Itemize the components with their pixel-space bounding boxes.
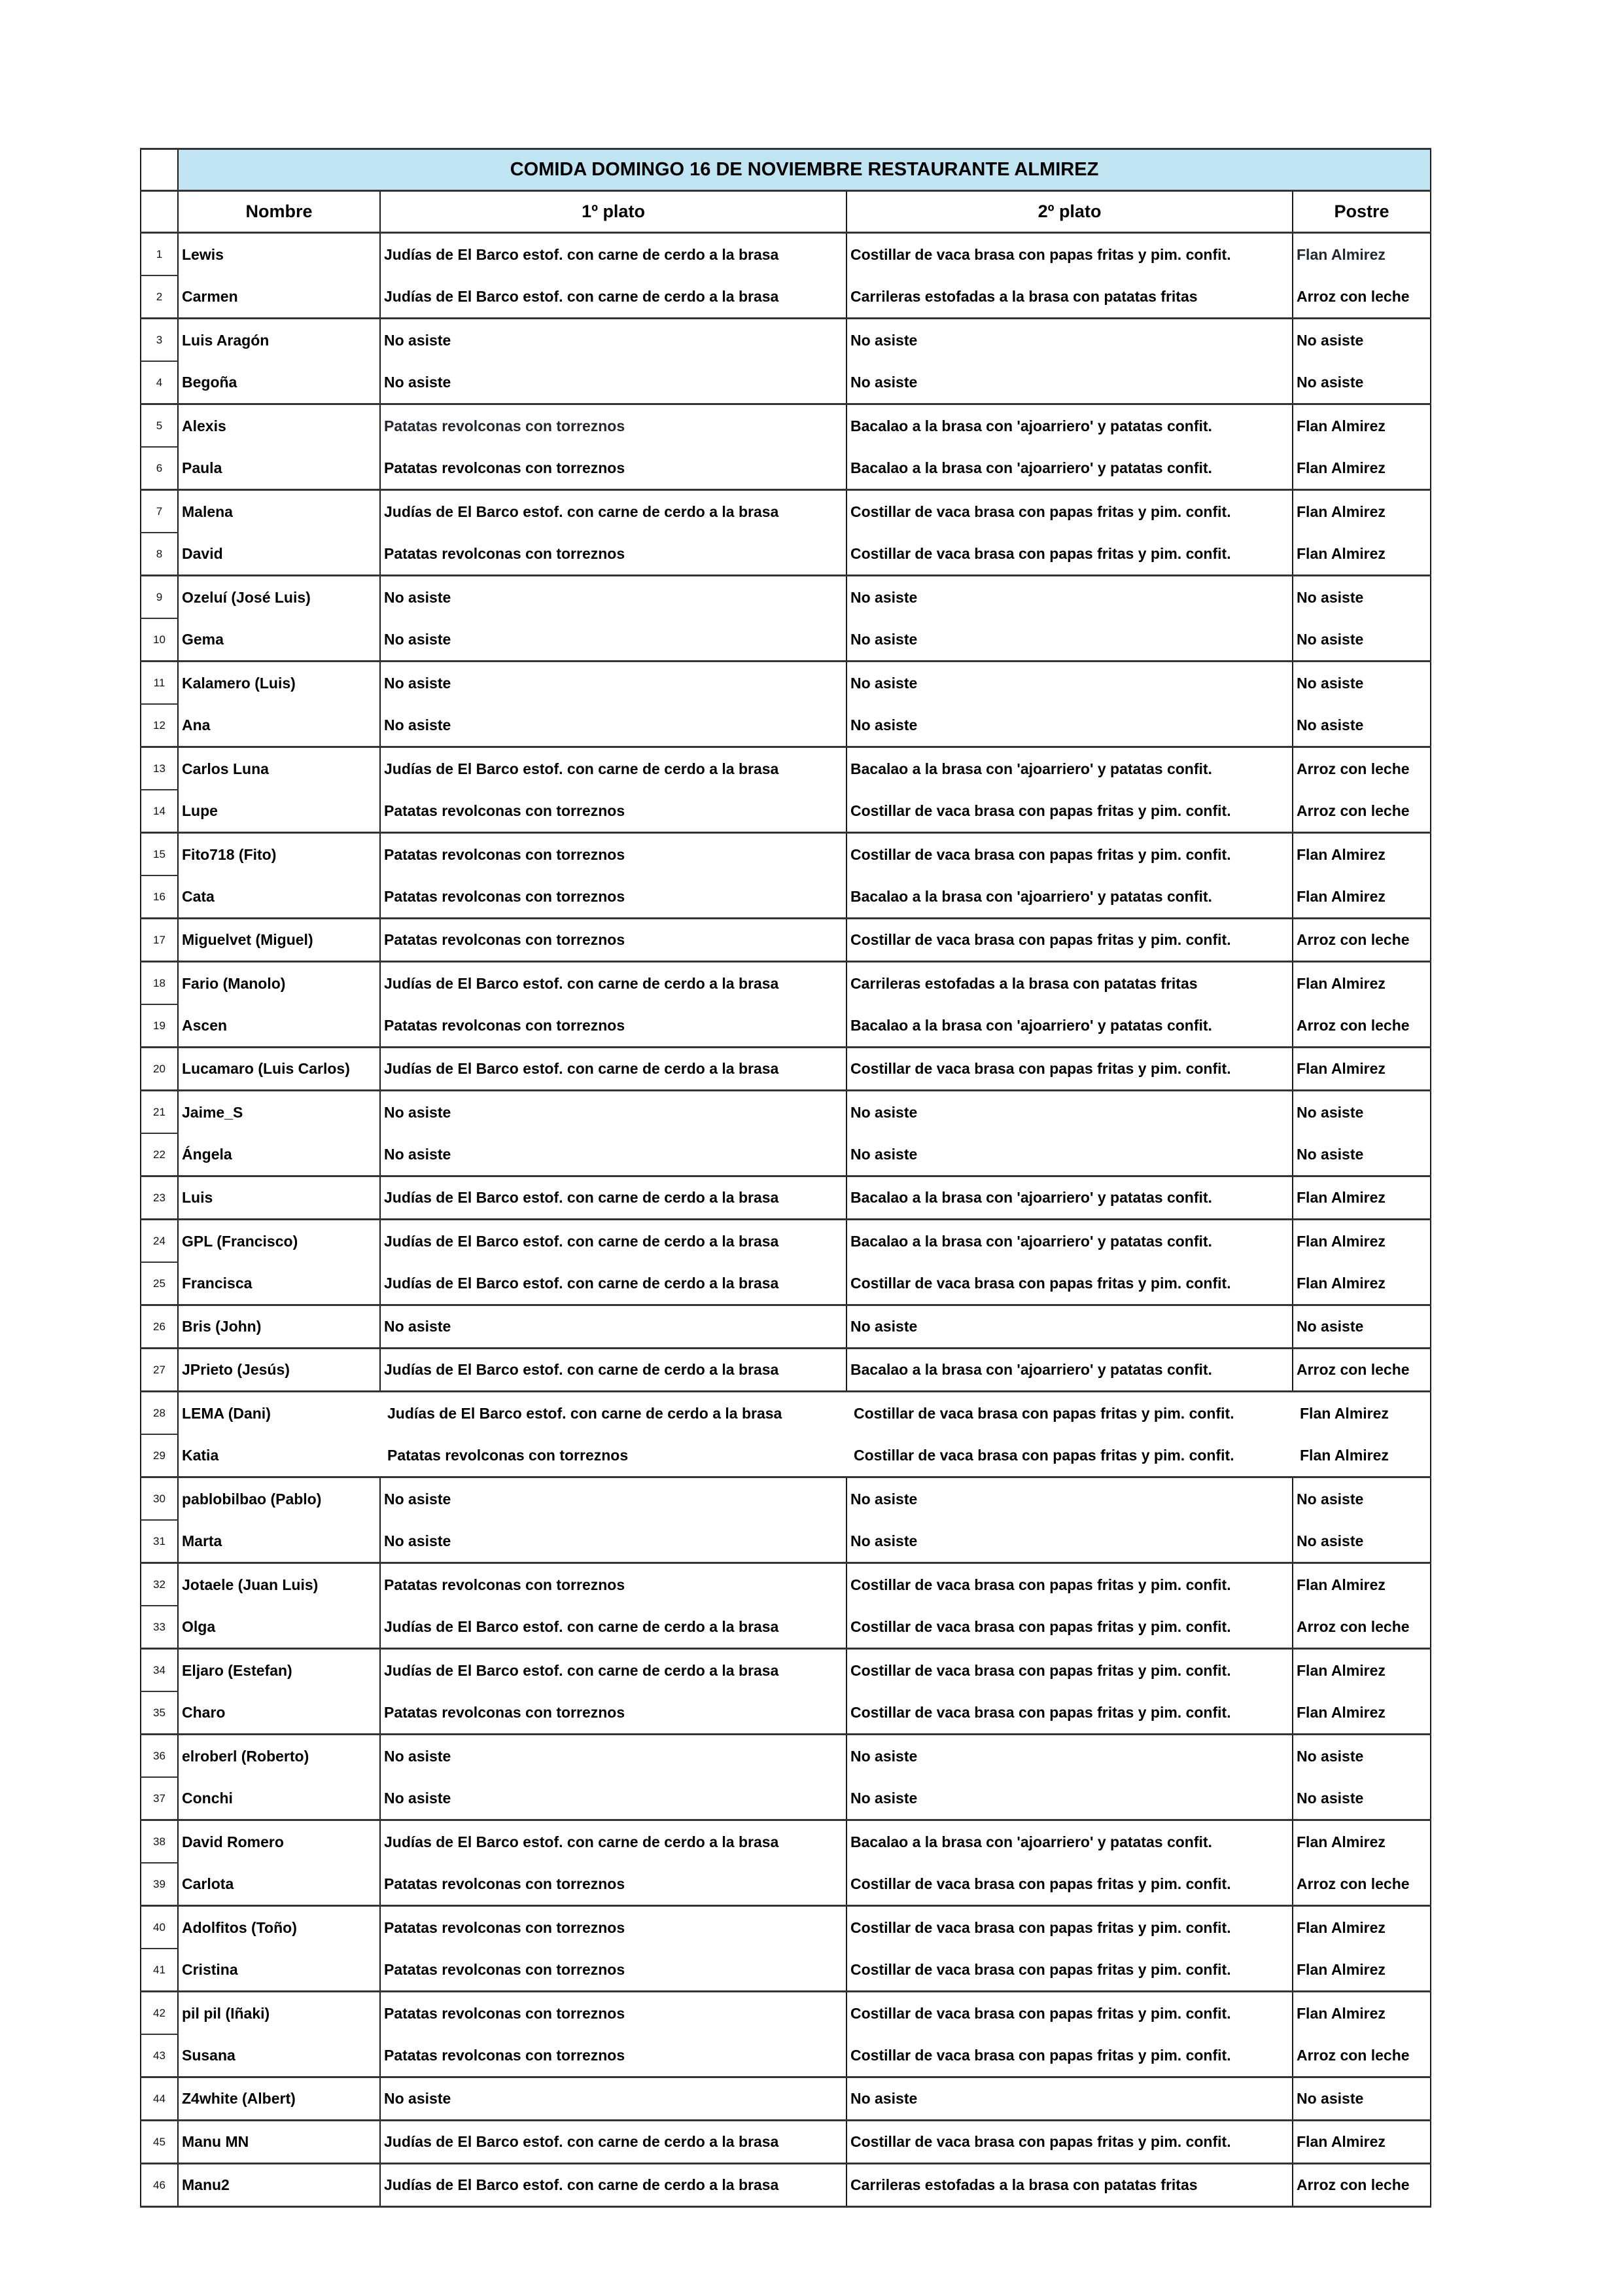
row-number: 18 [141,962,178,1005]
plato1-cell: No asiste [380,1091,846,1134]
postre-cell: Arroz con leche [1293,2164,1431,2207]
row-number: 20 [141,1048,178,1091]
header-plato2: 2º plato [846,191,1293,233]
row-number: 21 [141,1091,178,1134]
plato1-cell: Judías de El Barco estof. con carne de cerdo a la brasa [380,490,846,533]
plato2-cell: Costillar de vaca brasa con papas fritas y pim. confit. [846,1691,1293,1735]
postre-cell: No asiste [1293,1305,1431,1349]
row-number: 24 [141,1220,178,1263]
nombre-cell: Lewis [178,233,380,276]
postre-cell: Arroz con leche [1293,747,1431,790]
table-row [141,747,1431,790]
nombre-cell: Cata [178,875,380,919]
row-number: 14 [141,790,178,833]
nombre-cell: Paula [178,447,380,490]
plato2-cell: Costillar de vaca brasa con papas fritas y pim. confit. [846,1992,1293,2035]
nombre-cell: David [178,533,380,576]
nombre-cell: Susana [178,2034,380,2077]
postre-cell: Arroz con leche [1293,275,1431,319]
plato2-cell: Costillar de vaca brasa con papas fritas y pim. confit. [846,533,1293,576]
table-row [141,790,1431,833]
table-row [141,1820,1431,1863]
plato1-cell: No asiste [380,576,846,619]
plato1-cell: Patatas revolconas con torreznos [380,1949,846,1992]
table-row [141,490,1431,533]
nombre-cell: Ángela [178,1133,380,1176]
plato1-cell: Patatas revolconas con torreznos [380,1992,846,2035]
row-number: 28 [141,1392,178,1435]
plato1-cell: No asiste [380,618,846,662]
table-row [141,1992,1431,2035]
plato2-cell: Costillar de vaca brasa con papas fritas y pim. confit. [846,233,1293,276]
postre-cell: Flan Almirez [1293,962,1431,1005]
plato2-cell: Costillar de vaca brasa con papas fritas y pim. confit. [846,1906,1293,1949]
header-num-cell [141,191,178,233]
nombre-cell: Eljaro (Estefan) [178,1649,380,1692]
row-number: 29 [141,1434,178,1477]
row-number: 40 [141,1906,178,1949]
postre-cell: No asiste [1293,1133,1431,1176]
row-number: 19 [141,1004,178,1048]
plato1-cell: No asiste [380,361,846,404]
plato1-cell: Judías de El Barco estof. con carne de cerdo a la brasa [380,747,846,790]
nombre-cell: Carlota [178,1863,380,1906]
table-row [141,2121,1431,2164]
plato1-cell: Judías de El Barco estof. con carne de cerdo a la brasa [380,233,846,276]
table-row [141,2077,1431,2121]
table-row [141,1133,1431,1176]
nombre-cell: LEMA (Dani) [178,1392,380,1435]
plato2-cell: No asiste [846,2077,1293,2121]
table-row [141,1220,1431,1263]
header-row [141,191,1431,233]
table-row [141,1735,1431,1778]
row-number: 38 [141,1820,178,1863]
postre-cell: Flan Almirez [1293,1048,1431,1091]
plato2-cell: Bacalao a la brasa con 'ajoarriero' y patatas confit. [846,747,1293,790]
plato2-cell: Costillar de vaca brasa con papas fritas y pim. confit. [846,1649,1293,1692]
nombre-cell: Fario (Manolo) [178,962,380,1005]
plato2-cell: No asiste [846,361,1293,404]
row-number: 10 [141,618,178,662]
row-number: 36 [141,1735,178,1778]
plato1-cell: No asiste [380,1133,846,1176]
postre-cell: Flan Almirez [1293,1691,1431,1735]
plato1-cell: Judías de El Barco estof. con carne de cerdo a la brasa [380,1176,846,1220]
row-number: 5 [141,404,178,448]
plato1-cell: No asiste [380,1777,846,1820]
row-number: 35 [141,1691,178,1735]
plato2-cell: Costillar de vaca brasa con papas fritas y pim. confit. [846,1262,1293,1305]
header-postre: Postre [1293,191,1431,233]
nombre-cell: Gema [178,618,380,662]
nombre-cell: Adolfitos (Toño) [178,1906,380,1949]
plato1-cell: Patatas revolconas con torreznos [380,447,846,490]
plato2-cell: Bacalao a la brasa con 'ajoarriero' y patatas confit. [846,875,1293,919]
title-row [141,149,1431,191]
plato1-cell: Judías de El Barco estof. con carne de cerdo a la brasa [380,275,846,319]
postre-cell: No asiste [1293,662,1431,705]
nombre-cell: Ozeluí (José Luis) [178,576,380,619]
postre-cell: Flan Almirez [1293,1906,1431,1949]
nombre-cell: Francisca [178,1262,380,1305]
plato2-cell: No asiste [846,1777,1293,1820]
row-number: 6 [141,447,178,490]
postre-cell: Flan Almirez [1293,1563,1431,1606]
nombre-cell: elroberl (Roberto) [178,1735,380,1778]
nombre-cell: Olga [178,1606,380,1649]
table-row [141,1691,1431,1735]
row-number: 7 [141,490,178,533]
row-number: 3 [141,319,178,362]
postre-cell: Flan Almirez [1293,1992,1431,2035]
plato1-cell: Patatas revolconas con torreznos [380,1691,846,1735]
row-number: 23 [141,1176,178,1220]
postre-cell: No asiste [1293,576,1431,619]
row-number: 37 [141,1777,178,1820]
table-row [141,1305,1431,1349]
plato2-cell: Costillar de vaca brasa con papas fritas y pim. confit. [846,1563,1293,1606]
postre-cell: Flan Almirez [1293,490,1431,533]
plato1-cell: Patatas revolconas con torreznos [380,2034,846,2077]
postre-cell: No asiste [1293,618,1431,662]
plato2-cell: No asiste [846,1520,1293,1563]
table-row [141,1777,1431,1820]
postre-cell: Arroz con leche [1293,1349,1431,1392]
plato1-cell: Patatas revolconas con torreznos [380,404,846,448]
nombre-cell: David Romero [178,1820,380,1863]
table-row [141,618,1431,662]
table-row [141,875,1431,919]
postre-cell: Flan Almirez [1293,1176,1431,1220]
plato1-cell: No asiste [380,704,846,747]
table-row [141,533,1431,576]
row-number: 15 [141,833,178,876]
row-number: 22 [141,1133,178,1176]
plato1-cell: Judías de El Barco estof. con carne de cerdo a la brasa [380,1392,846,1435]
table-row [141,1004,1431,1048]
table-row [141,1349,1431,1392]
nombre-cell: pil pil (Iñaki) [178,1992,380,2035]
row-number: 32 [141,1563,178,1606]
plato2-cell: Costillar de vaca brasa con papas fritas y pim. confit. [846,790,1293,833]
table-row [141,1649,1431,1692]
plato1-cell: Judías de El Barco estof. con carne de cerdo a la brasa [380,1048,846,1091]
plato1-cell: No asiste [380,1477,846,1521]
table-row [141,1949,1431,1992]
plato2-cell: Costillar de vaca brasa con papas fritas y pim. confit. [846,833,1293,876]
plato2-cell: Bacalao a la brasa con 'ajoarriero' y patatas confit. [846,447,1293,490]
postre-cell: Flan Almirez [1293,1820,1431,1863]
plato1-cell: No asiste [380,662,846,705]
table-row [141,1176,1431,1220]
postre-cell: Flan Almirez [1293,833,1431,876]
plato1-cell: Patatas revolconas con torreznos [380,1004,846,1048]
row-number: 42 [141,1992,178,2035]
plato2-cell: Carrileras estofadas a la brasa con patatas fritas [846,275,1293,319]
plato2-cell: No asiste [846,1305,1293,1349]
table-row [141,1048,1431,1091]
nombre-cell: Lupe [178,790,380,833]
row-number: 44 [141,2077,178,2121]
plato2-cell: Bacalao a la brasa con 'ajoarriero' y patatas confit. [846,1004,1293,1048]
plato2-cell: Costillar de vaca brasa con papas fritas y pim. confit. [846,919,1293,962]
postre-cell: No asiste [1293,704,1431,747]
row-number: 13 [141,747,178,790]
nombre-cell: Charo [178,1691,380,1735]
plato1-cell: Judías de El Barco estof. con carne de cerdo a la brasa [380,2121,846,2164]
row-number: 26 [141,1305,178,1349]
nombre-cell: Jotaele (Juan Luis) [178,1563,380,1606]
plato2-cell: Costillar de vaca brasa con papas fritas y pim. confit. [846,1048,1293,1091]
plato2-cell: No asiste [846,1477,1293,1521]
postre-cell: Arroz con leche [1293,1606,1431,1649]
plato2-cell: Carrileras estofadas a la brasa con patatas fritas [846,2164,1293,2207]
postre-cell: No asiste [1293,1735,1431,1778]
plato1-cell: No asiste [380,319,846,362]
table-row [141,447,1431,490]
table-row [141,319,1431,362]
postre-cell: No asiste [1293,1477,1431,1521]
plato1-cell: Judías de El Barco estof. con carne de cerdo a la brasa [380,1820,846,1863]
nombre-cell: Ana [178,704,380,747]
row-number: 2 [141,275,178,319]
nombre-cell: Katia [178,1434,380,1477]
plato2-cell: No asiste [846,618,1293,662]
plato2-cell: Costillar de vaca brasa con papas fritas y pim. confit. [846,1863,1293,1906]
row-number: 41 [141,1949,178,1992]
nombre-cell: Lucamaro (Luis Carlos) [178,1048,380,1091]
table-row [141,2164,1431,2207]
table-row [141,1563,1431,1606]
postre-cell: Flan Almirez [1293,404,1431,448]
plato1-cell: Judías de El Barco estof. con carne de cerdo a la brasa [380,1349,846,1392]
plato1-cell: Judías de El Barco estof. con carne de cerdo a la brasa [380,962,846,1005]
postre-cell: Flan Almirez [1293,447,1431,490]
postre-cell: Flan Almirez [1293,233,1431,276]
plato2-cell: Bacalao a la brasa con 'ajoarriero' y patatas confit. [846,404,1293,448]
plato1-cell: Judías de El Barco estof. con carne de cerdo a la brasa [380,1649,846,1692]
plato1-cell: Patatas revolconas con torreznos [380,533,846,576]
table-row [141,833,1431,876]
row-number: 12 [141,704,178,747]
plato1-cell: Patatas revolconas con torreznos [380,1863,846,1906]
postre-cell: Arroz con leche [1293,2034,1431,2077]
table-row [141,404,1431,448]
plato2-cell: Costillar de vaca brasa con papas fritas y pim. confit. [846,490,1293,533]
postre-cell: Flan Almirez [1293,1262,1431,1305]
plato2-cell: No asiste [846,576,1293,619]
postre-cell: No asiste [1293,1520,1431,1563]
plato2-cell: No asiste [846,662,1293,705]
postre-cell: Flan Almirez [1293,1649,1431,1692]
postre-cell: Flan Almirez [1293,875,1431,919]
postre-cell: Flan Almirez [1293,1434,1431,1477]
postre-cell: Arroz con leche [1293,1863,1431,1906]
nombre-cell: Ascen [178,1004,380,1048]
table-row [141,1863,1431,1906]
table-row [141,1477,1431,1521]
nombre-cell: Bris (John) [178,1305,380,1349]
plato1-cell: Patatas revolconas con torreznos [380,1906,846,1949]
plato2-cell: No asiste [846,1091,1293,1134]
nombre-cell: Z4white (Albert) [178,2077,380,2121]
nombre-cell: Begoña [178,361,380,404]
plato1-cell: Judías de El Barco estof. con carne de cerdo a la brasa [380,1220,846,1263]
postre-cell: Arroz con leche [1293,1004,1431,1048]
nombre-cell: Carlos Luna [178,747,380,790]
table-row [141,1520,1431,1563]
plato2-cell: Bacalao a la brasa con 'ajoarriero' y patatas confit. [846,1176,1293,1220]
plato1-cell: Patatas revolconas con torreznos [380,875,846,919]
menu-sheet [140,148,1430,2208]
plato2-cell: No asiste [846,1133,1293,1176]
row-number: 16 [141,875,178,919]
plato1-cell: Patatas revolconas con torreznos [380,790,846,833]
nombre-cell: Conchi [178,1777,380,1820]
nombre-cell: Marta [178,1520,380,1563]
plato2-cell: Bacalao a la brasa con 'ajoarriero' y patatas confit. [846,1820,1293,1863]
nombre-cell: JPrieto (Jesús) [178,1349,380,1392]
postre-cell: Arroz con leche [1293,790,1431,833]
plato2-cell: No asiste [846,319,1293,362]
table-row [141,1434,1431,1477]
plato1-cell: No asiste [380,1520,846,1563]
row-number: 34 [141,1649,178,1692]
menu-table [140,148,1431,2208]
plato1-cell: Judías de El Barco estof. con carne de cerdo a la brasa [380,1606,846,1649]
nombre-cell: Malena [178,490,380,533]
table-row [141,233,1431,276]
plato1-cell: Patatas revolconas con torreznos [380,833,846,876]
table-row [141,1906,1431,1949]
header-nombre: Nombre [178,191,380,233]
plato2-cell: Bacalao a la brasa con 'ajoarriero' y patatas confit. [846,1349,1293,1392]
page-title: COMIDA DOMINGO 16 DE NOVIEMBRE RESTAURANTE ALMIREZ [178,149,1431,191]
plato2-cell: Costillar de vaca brasa con papas fritas y pim. confit. [846,1606,1293,1649]
postre-cell: No asiste [1293,319,1431,362]
row-number: 8 [141,533,178,576]
postre-cell: Flan Almirez [1293,1392,1431,1435]
nombre-cell: Luis Aragón [178,319,380,362]
table-row [141,1392,1431,1435]
postre-cell: No asiste [1293,1777,1431,1820]
table-row [141,662,1431,705]
postre-cell: Flan Almirez [1293,533,1431,576]
nombre-cell: Manu MN [178,2121,380,2164]
row-number: 9 [141,576,178,619]
nombre-cell: Luis [178,1176,380,1220]
plato1-cell: Patatas revolconas con torreznos [380,1563,846,1606]
header-plato1: 1º plato [380,191,846,233]
nombre-cell: Alexis [178,404,380,448]
nombre-cell: pablobilbao (Pablo) [178,1477,380,1521]
plato2-cell: No asiste [846,704,1293,747]
table-row [141,962,1431,1005]
plato1-cell: Judías de El Barco estof. con carne de cerdo a la brasa [380,2164,846,2207]
plato2-cell: Costillar de vaca brasa con papas fritas y pim. confit. [846,2121,1293,2164]
nombre-cell: Jaime_S [178,1091,380,1134]
plato2-cell: Costillar de vaca brasa con papas fritas y pim. confit. [854,1446,1234,1464]
corner-cell [141,149,178,191]
postre-cell: Flan Almirez [1293,2121,1431,2164]
nombre-cell: Miguelvet (Miguel) [178,919,380,962]
postre-cell: No asiste [1293,2077,1431,2121]
plato2-cell: Bacalao a la brasa con 'ajoarriero' y patatas confit. [846,1220,1293,1263]
postre-cell: No asiste [1293,1091,1431,1134]
row-number: 46 [141,2164,178,2207]
plato2-cell: Costillar de vaca brasa con papas fritas y pim. confit. [846,1949,1293,1992]
plato1-cell: Judías de El Barco estof. con carne de cerdo a la brasa [380,1262,846,1305]
row-number: 17 [141,919,178,962]
row-number: 30 [141,1477,178,1521]
plato2-cell: Carrileras estofadas a la brasa con patatas fritas [846,962,1293,1005]
row-number: 43 [141,2034,178,2077]
row-number: 31 [141,1520,178,1563]
row-number: 27 [141,1349,178,1392]
row-number: 33 [141,1606,178,1649]
postre-cell: Flan Almirez [1293,1220,1431,1263]
postre-cell: No asiste [1293,361,1431,404]
row-number: 1 [141,233,178,276]
table-row [141,1606,1431,1649]
plato2-cell: Costillar de vaca brasa con papas fritas y pim. confit. [846,1392,1293,1435]
plato1-cell: No asiste [380,2077,846,2121]
row-number: 39 [141,1863,178,1906]
plato1-cell: Patatas revolconas con torreznos [387,1446,629,1464]
nombre-cell: Kalamero (Luis) [178,662,380,705]
nombre-cell: Manu2 [178,2164,380,2207]
row-number: 11 [141,662,178,705]
nombre-cell: Fito718 (Fito) [178,833,380,876]
nombre-cell: Carmen [178,275,380,319]
row-number: 4 [141,361,178,404]
plato1-cell: Patatas revolconas con torreznos [380,919,846,962]
table-row [141,704,1431,747]
postre-cell: Flan Almirez [1293,1949,1431,1992]
table-row [141,576,1431,619]
plato1-cell: No asiste [380,1305,846,1349]
table-row [141,275,1431,319]
nombre-cell: Cristina [178,1949,380,1992]
nombre-cell: GPL (Francisco) [178,1220,380,1263]
table-row [141,361,1431,404]
table-row [141,1262,1431,1305]
table-row [141,2034,1431,2077]
row-number: 25 [141,1262,178,1305]
row-number: 45 [141,2121,178,2164]
plato2-cell: No asiste [846,1735,1293,1778]
table-row [141,1091,1431,1134]
table-row [141,919,1431,962]
plato1-cell: No asiste [380,1735,846,1778]
plato2-cell: Costillar de vaca brasa con papas fritas y pim. confit. [846,2034,1293,2077]
postre-cell: Arroz con leche [1293,919,1431,962]
